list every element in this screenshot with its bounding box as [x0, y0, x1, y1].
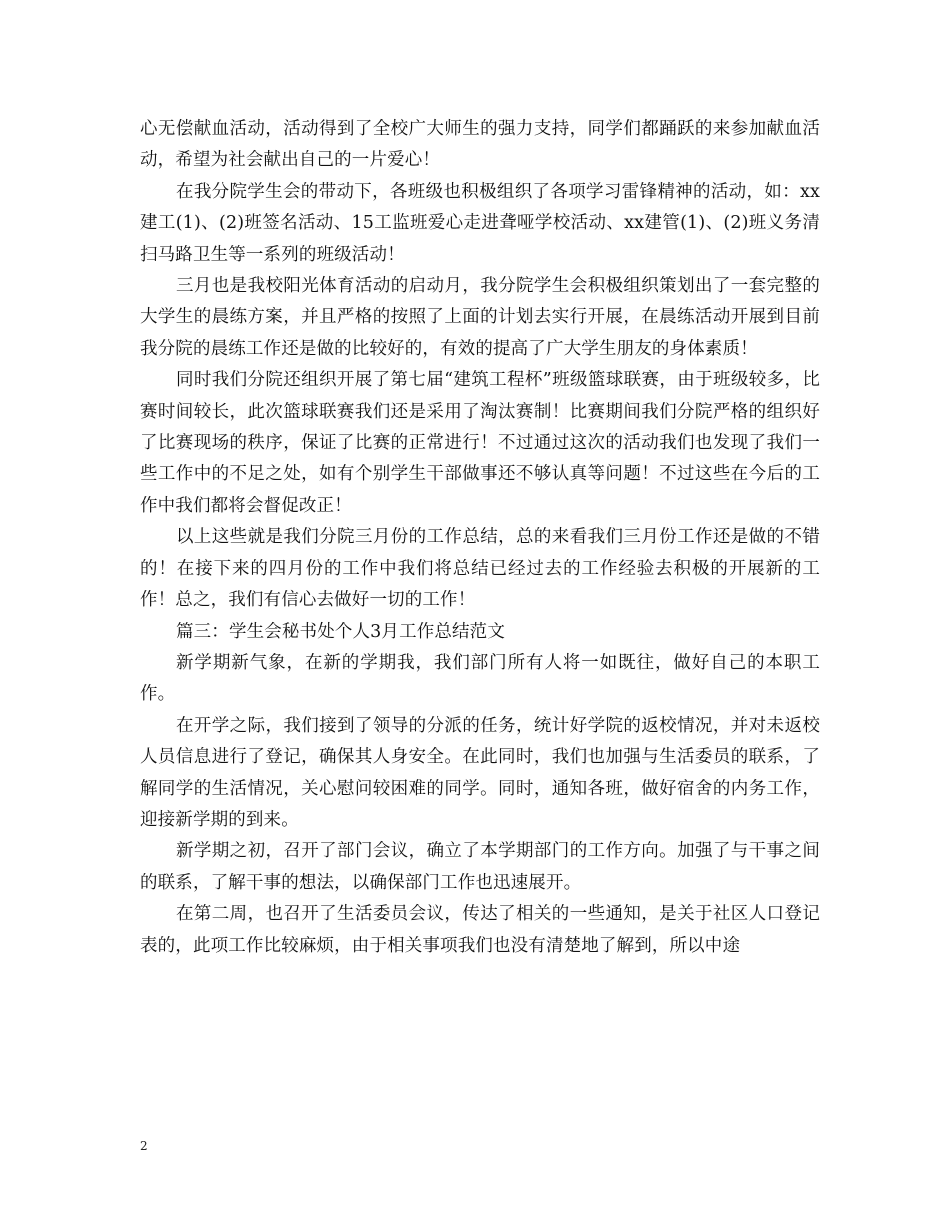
paragraph: 以上这些就是我们分院三月份的工作总结，总的来看我们三月份工作还是做的不错的！在接下来的四月份的工作中我们将总结已经过去的工作经验去积极的开展新的工作！总之，我们有信心去做好一切的工作！	[140, 527, 820, 611]
page-number: 2	[140, 1139, 148, 1153]
paragraph: 新学期之初，召开了部门会议，确立了本学期部门的工作方向。加强了与干事之间的联系，了解干事的想法，以确保部门工作也迅速展开。	[140, 841, 820, 893]
paragraph: 同时我们分院还组织开展了第七届“建筑工程杯”班级篮球联赛，由于班级较多，比赛时间较长，此次篮球联赛我们还是采用了淘汰赛制！比赛期间我们分院严格的组织好了比赛现场的秩序，保证了比赛的正常进行！不过通过这次的活动我们也发现了我们一些工作中的不足之处，如有个别学生干部做事还不够认真等问题！不过这些在今后的工作中我们都将会督促改正！	[140, 370, 820, 516]
paragraph: 在开学之际，我们接到了领导的分派的任务，统计好学院的返校情况，并对未返校人员信息进行了登记，确保其人身安全。在此同时，我们也加强与生活委员的联系，了解同学的生活情况，关心慰问较困难的同学。同时，通知各班，做好宿舍的内务工作，迎接新学期的到来。	[140, 715, 820, 830]
paragraph-continued: 心无偿献血活动，活动得到了全校广大师生的强力支持，同学们都踊跃的来参加献血活动，希望为社会献出自己的一片爱心！	[140, 119, 820, 171]
document-body	[140, 114, 820, 962]
paragraph: 在我分院学生会的带动下，各班级也积极组织了各项学习雷锋精神的活动，如：xx建工(1)、(2)班签名活动、15工监班爱心走进聋哑学校活动、xx建管(1)、(2)班义务清扫马路卫生等一系列的班级活动！	[140, 181, 820, 265]
section-heading: 篇三：学生会秘书处个人3月工作总结范文	[176, 621, 505, 642]
paragraph: 在第二周，也召开了生活委员会议，传达了相关的一些通知，是关于社区人口登记表的，此项工作比较麻烦，由于相关事项我们也没有清楚地了解到，所以中途	[140, 904, 820, 956]
paragraph: 三月也是我校阳光体育活动的启动月，我分院学生会积极组织策划出了一套完整的大学生的晨练方案，并且严格的按照了上面的计划去实行开展，在晨练活动开展到目前我分院的晨练工作还是做的比较好的，有效的提高了广大学生朋友的身体素质！	[140, 276, 820, 359]
paragraph: 新学期新气象，在新的学期我，我们部门所有人将一如既往，做好自己的本职工作。	[140, 652, 820, 705]
